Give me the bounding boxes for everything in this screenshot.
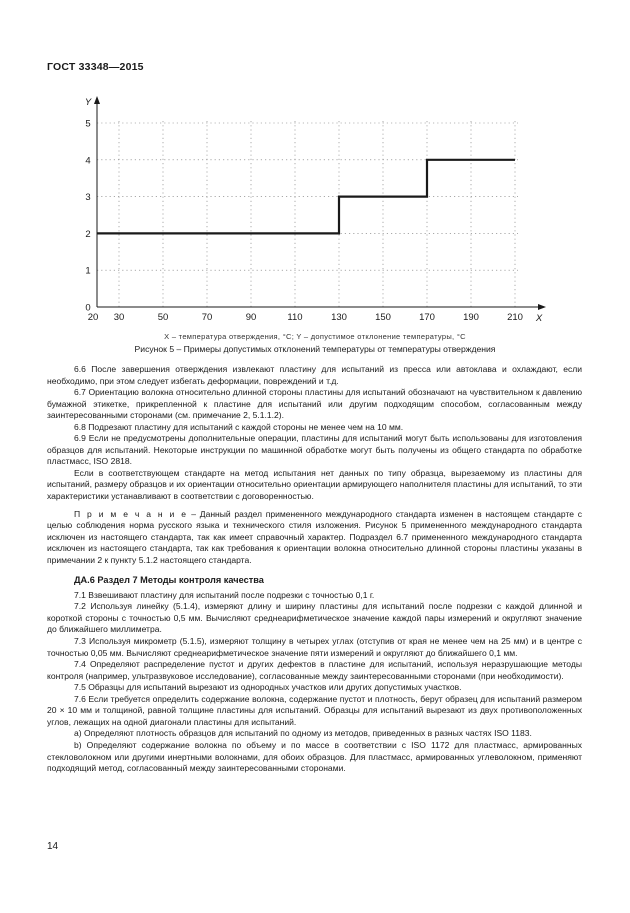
tolerance-chart xyxy=(78,92,558,332)
x-axis-arrow xyxy=(538,304,546,310)
axes-legend: X – температура отверждения, °C; Y – допустимое отклонение температуры, °C xyxy=(164,332,466,341)
body-text xyxy=(47,364,582,775)
document-header: ГОСТ 33348—2015 xyxy=(47,61,144,73)
tolerance-step-line xyxy=(97,160,515,234)
paragraph-6-7: 6.7 Ориентацию волокна относительно длинной стороны пластины для испытаний обозначают на чувствительном к давлению бумажной этикетке, прикрепленной к пластине для испытаний или другим подходящим способом, согласованным между заинтересованными сторонами (см. примечание 2, 5.1.1.2). xyxy=(47,387,582,421)
paragraph-6-6: 6.6 После завершения отверждения извлекают пластину для испытаний из пресса или автоклава и охлаждают, если необходимо, при этом следует избегать деформации, повреждений и т.д. xyxy=(47,364,582,386)
x-tick-label-90: 90 xyxy=(245,312,257,323)
x-tick-label-170: 170 xyxy=(419,312,435,323)
paragraph-7-6-a: а) Определяют плотность образцов для испытаний по одному из методов, приведенных в разных частях ISO 1183. xyxy=(74,728,532,739)
x-tick-label-50: 50 xyxy=(157,312,169,323)
paragraph-if: Если в соответствующем стандарте на метод испытания нет данных по типу образца, вырезаемому из пластины для испытаний, размеру образцов и их ориентации относительно ориентации армирующего наполнителя пластины для испытаний, то эти характеристики устанавливают в соответствии с договоренностью. xyxy=(47,467,582,502)
figure-caption: Рисунок 5 – Примеры допустимых отклонений температуры от температуры отверждения xyxy=(134,344,496,354)
paragraph-7-5: 7.5 Образцы для испытаний вырезают из однородных участков или других допустимых участков. xyxy=(74,682,462,693)
note xyxy=(47,509,582,567)
paragraph-7-4: 7.4 Определяют распределение пустот и других дефектов в пластине для испытаний, используя неразрушающие методы контроля (например, ультразвуковое исследование), согласованные между заинтересованными сторонами (при необходимости). xyxy=(47,659,582,681)
x-tick-label-130: 130 xyxy=(331,312,347,323)
y-tick-label-2: 2 xyxy=(85,228,91,240)
note-text: – Данный раздел примененного международного стандарта изменен в настоящем стандарте с целью соблюдения норма русского языка и технического стиля изложения. Рисунок 5 примененного международного стандарта исключен из настоящего стандарта, так как имеет справочный характер. Подраздел 6.7 примененного международного стандарта исключен из настоящего стандарта, так как требования к ориентации волокна относительно длинной стороны пластины указаны в примечании 2 к пункту 5.1.2 настоящего стандарта. xyxy=(47,508,582,565)
x-axis-label: X xyxy=(535,313,543,324)
y-axis-label: Y xyxy=(84,97,92,108)
x-tick-label-30: 30 xyxy=(113,312,125,323)
paragraph-7-2: 7.2 Используя линейку (5.1.4), измеряют длину и ширину пластины для испытаний после подрезки с каждой длинной и короткой стороны с точностью 0,5 мм. Вычисляют среднеарифметическое значение каждой пары измерений и округляют значение до ближайшего миллиметра. xyxy=(47,601,582,635)
x-tick-label-110: 110 xyxy=(287,312,303,323)
paragraph-7-1: 7.1 Взвешивают пластину для испытаний после подрезки с точностью 0,1 г. xyxy=(74,589,375,600)
y-tick-label-0: 0 xyxy=(85,302,91,314)
paragraph-7-6: 7.6 Если требуется определить содержание волокна, содержание пустот и плотность, берут образец для испытаний размером 20 × 10 мм и толщиной, равной толщине пластины для испытаний. Образцы для испытаний вырезают из двух противоположенных углов, лежащих на одной диагонали пластины для испытаний. xyxy=(47,693,582,727)
section-title: ДА.6 Раздел 7 Методы контроля качества xyxy=(74,575,264,586)
y-tick-label-4: 4 xyxy=(85,155,91,167)
page-number: 14 xyxy=(47,841,59,852)
x-tick-label-210: 210 xyxy=(507,312,523,323)
y-tick-label-3: 3 xyxy=(85,192,91,204)
x-tick-label-20: 20 xyxy=(87,312,99,323)
note-label: П р и м е ч а н и е xyxy=(74,508,188,519)
x-tick-label-190: 190 xyxy=(463,312,479,323)
paragraph-6-8: 6.8 Подрезают пластину для испытаний с каждой стороны не менее чем на 10 мм. xyxy=(74,421,404,432)
paragraph-7-3: 7.3 Используя микрометр (5.1.5), измеряют толщину в четырех углах (отступив от края не менее чем на 25 мм) и в центре с точностью 0,05 мм. Вычисляют среднеарифметическое значение пяти измерений и округляют до ближайшего 0,1 мм. xyxy=(47,636,582,658)
y-axis-arrow xyxy=(94,96,100,104)
x-tick-label-150: 150 xyxy=(375,312,391,323)
paragraph-6-9: 6.9 Если не предусмотрены дополнительные операции, пластины для испытаний могут быть использованы для изготовления образцов для испытаний. Некоторые инструкции по машинной обработке могут быть получены из общего стандарта по обработке пластмасс, ISO 2818. xyxy=(47,433,582,467)
x-tick-label-70: 70 xyxy=(201,312,213,323)
paragraph-7-6-b: b) Определяют содержание волокна по объему и по массе в соответствии с ISO 1172 для пластмасс, армированных стекловолокном или другими инертными волокнами, для обоих образцов. Для пластмасс, армированных углеволокном, применяют подходящий метод, согласованный между заинтересованными сторонами. xyxy=(47,739,582,774)
y-tick-label-5: 5 xyxy=(85,118,91,130)
y-tick-label-1: 1 xyxy=(85,265,91,277)
